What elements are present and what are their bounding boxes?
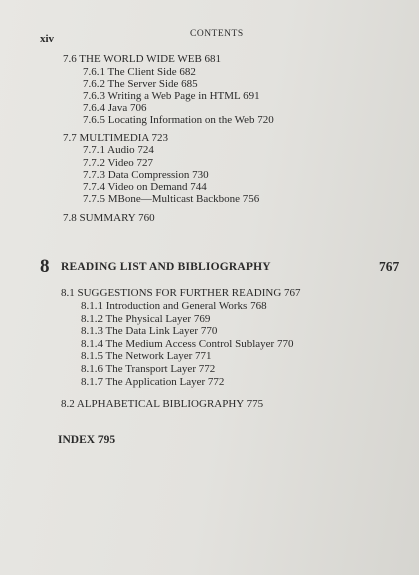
toc-subsection: 7.6.1 The Client Side 682 xyxy=(83,66,196,78)
toc-subsection: 7.7.4 Video on Demand 744 xyxy=(83,181,207,193)
toc-subsection: 8.1.7 The Application Layer 772 xyxy=(81,376,225,388)
toc-section: 7.6 THE WORLD WIDE WEB 681 xyxy=(63,53,222,65)
toc-subsection: 8.1.1 Introduction and General Works 768 xyxy=(81,300,267,312)
toc-subsection: 7.6.4 Java 706 xyxy=(83,102,147,114)
toc-subsection: 7.6.2 The Server Side 685 xyxy=(83,78,198,90)
toc-subsection: 7.7.5 MBone—Multicast Backbone 756 xyxy=(83,193,260,205)
toc-section: 8.2 ALPHABETICAL BIBLIOGRAPHY 775 xyxy=(61,398,264,410)
toc-subsection: 8.1.3 The Data Link Layer 770 xyxy=(81,325,218,337)
toc-subsection: 8.1.5 The Network Layer 771 xyxy=(81,350,212,362)
chapter-title: READING LIST AND BIBLIOGRAPHY xyxy=(61,261,271,273)
toc-section: 7.8 SUMMARY 760 xyxy=(63,212,155,224)
toc-subsection: 7.7.2 Video 727 xyxy=(83,157,154,169)
chapter-number: 8 xyxy=(40,256,50,277)
toc-subsection: 7.6.5 Locating Information on the Web 720 xyxy=(83,114,274,126)
toc-section: 8.1 SUGGESTIONS FOR FURTHER READING 767 xyxy=(61,287,301,299)
chapter-page-number: 767 xyxy=(379,259,400,274)
toc-subsection: 8.1.4 The Medium Access Control Sublayer 770 xyxy=(81,338,294,350)
toc-subsection: 7.7.3 Data Compression 730 xyxy=(83,169,209,181)
toc-subsection: 7.7.1 Audio 724 xyxy=(83,144,154,156)
toc-subsection: 8.1.6 The Transport Layer 772 xyxy=(81,363,216,375)
page-number: xiv xyxy=(40,33,55,45)
toc-subsection: 7.6.3 Writing a Web Page in HTML 691 xyxy=(83,90,260,102)
toc-subsection: 8.1.2 The Physical Layer 769 xyxy=(81,313,211,325)
toc-index: INDEX 795 xyxy=(58,434,116,446)
running-head: CONTENTS xyxy=(190,29,244,39)
toc-section: 7.7 MULTIMEDIA 723 xyxy=(63,132,169,144)
